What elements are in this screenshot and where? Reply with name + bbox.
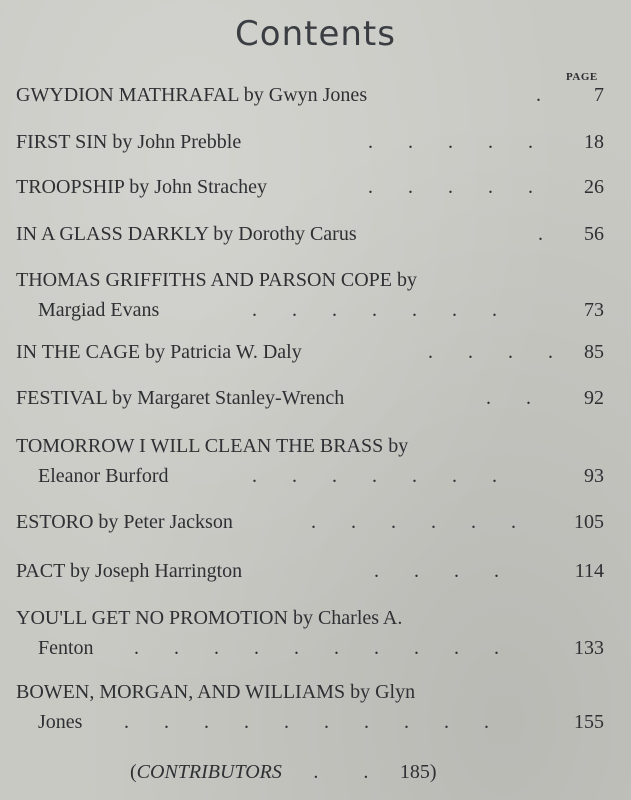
toc-entry[interactable] xyxy=(16,265,604,325)
entry-author: by Dorothy Carus xyxy=(213,223,357,245)
page-title: Contents xyxy=(235,14,396,54)
toc-entry[interactable] xyxy=(16,507,604,537)
leader-dots: . . xyxy=(486,387,531,409)
entry-title: ESTORO xyxy=(16,511,94,533)
leader-dots: . . . . . . . xyxy=(252,465,497,487)
entry-title: FIRST SIN xyxy=(16,131,108,153)
leader-dots: . . . . . . . xyxy=(252,299,497,321)
toc-entry[interactable] xyxy=(16,80,604,110)
entry-author: by John Strachey xyxy=(129,176,267,198)
entry-author: by Gwyn Jones xyxy=(243,84,368,106)
entry-author: by Joseph Harrington xyxy=(69,560,243,582)
entry-title: GWYDION MATHRAFAL xyxy=(16,84,239,106)
entry-page-number: 18 xyxy=(584,131,604,153)
leader-dots: . . . . xyxy=(374,560,499,582)
entry-page-number: 92 xyxy=(584,387,604,409)
leader-dots: . . . . . xyxy=(368,176,533,198)
entry-title: TROOPSHIP xyxy=(16,176,125,198)
entry-author: by xyxy=(388,435,409,457)
entry-page-number: 56 xyxy=(584,223,604,245)
toc-entry[interactable] xyxy=(16,677,604,737)
entry-author: by Charles A. xyxy=(292,607,403,629)
toc-entry[interactable] xyxy=(16,127,604,157)
entry-title: IN THE CAGE xyxy=(16,341,141,363)
leader-dots: . . . . . . xyxy=(311,511,516,533)
entry-author-continued: Margiad Evans xyxy=(38,299,160,321)
entry-author-continued: Eleanor Burford xyxy=(38,465,169,487)
entry-title: FESTIVAL xyxy=(16,387,108,409)
toc-entry[interactable] xyxy=(16,337,604,367)
entry-author: by John Prebble xyxy=(112,131,242,153)
entry-author-continued: Jones xyxy=(38,711,83,733)
leader-dots: . . xyxy=(313,761,369,783)
entry-title: IN A GLASS DARKLY xyxy=(16,223,209,245)
page-column-label: PAGE xyxy=(566,71,598,83)
entry-title: PACT xyxy=(16,560,65,582)
entry-page-number: 105 xyxy=(574,511,604,533)
contributors-page-number: 185) xyxy=(399,761,437,783)
entry-author: by Margaret Stanley-Wrench xyxy=(112,387,345,409)
toc-entry[interactable] xyxy=(16,603,604,663)
entry-title: YOU'LL GET NO PROMOTION xyxy=(16,607,288,629)
entry-page-number: 26 xyxy=(584,176,604,198)
entry-author: by Patricia W. Daly xyxy=(145,341,302,363)
entry-page-number: 7 xyxy=(594,84,604,106)
contributors-open-paren: ( xyxy=(130,761,137,783)
leader-dots: . . . . . xyxy=(368,131,533,153)
toc-entry[interactable] xyxy=(16,219,604,249)
toc-entry[interactable] xyxy=(16,383,604,413)
entry-title: THOMAS GRIFFITHS AND PARSON COPE xyxy=(16,269,393,291)
contributors-entry[interactable] xyxy=(130,757,437,787)
entry-page-number: 93 xyxy=(584,465,604,487)
entry-author: by xyxy=(397,269,418,291)
entry-title: TOMORROW I WILL CLEAN THE BRASS xyxy=(16,435,384,457)
entry-page-number: 133 xyxy=(574,637,604,659)
toc-entry[interactable] xyxy=(16,172,604,202)
entry-page-number: 155 xyxy=(574,711,604,733)
entry-page-number: 114 xyxy=(574,560,604,582)
toc-entry[interactable] xyxy=(16,431,604,491)
contributors-label: CONTRIBUTORS xyxy=(136,761,282,783)
entry-title: BOWEN, MORGAN, AND WILLIAMS xyxy=(16,681,346,703)
entry-author: by Peter Jackson xyxy=(98,511,233,533)
leader-dots: . . . . . . . . . . xyxy=(134,637,499,659)
leader-dots: . xyxy=(536,84,541,106)
leader-dots: . xyxy=(538,223,543,245)
entry-page-number: 73 xyxy=(584,299,604,321)
leader-dots: . . . . xyxy=(428,341,553,363)
toc-entry[interactable] xyxy=(16,556,604,586)
leader-dots: . . . . . . . . . . xyxy=(124,711,489,733)
entry-author-continued: Fenton xyxy=(38,637,94,659)
entry-author: by Glyn xyxy=(350,681,416,703)
entry-page-number: 85 xyxy=(584,341,604,363)
